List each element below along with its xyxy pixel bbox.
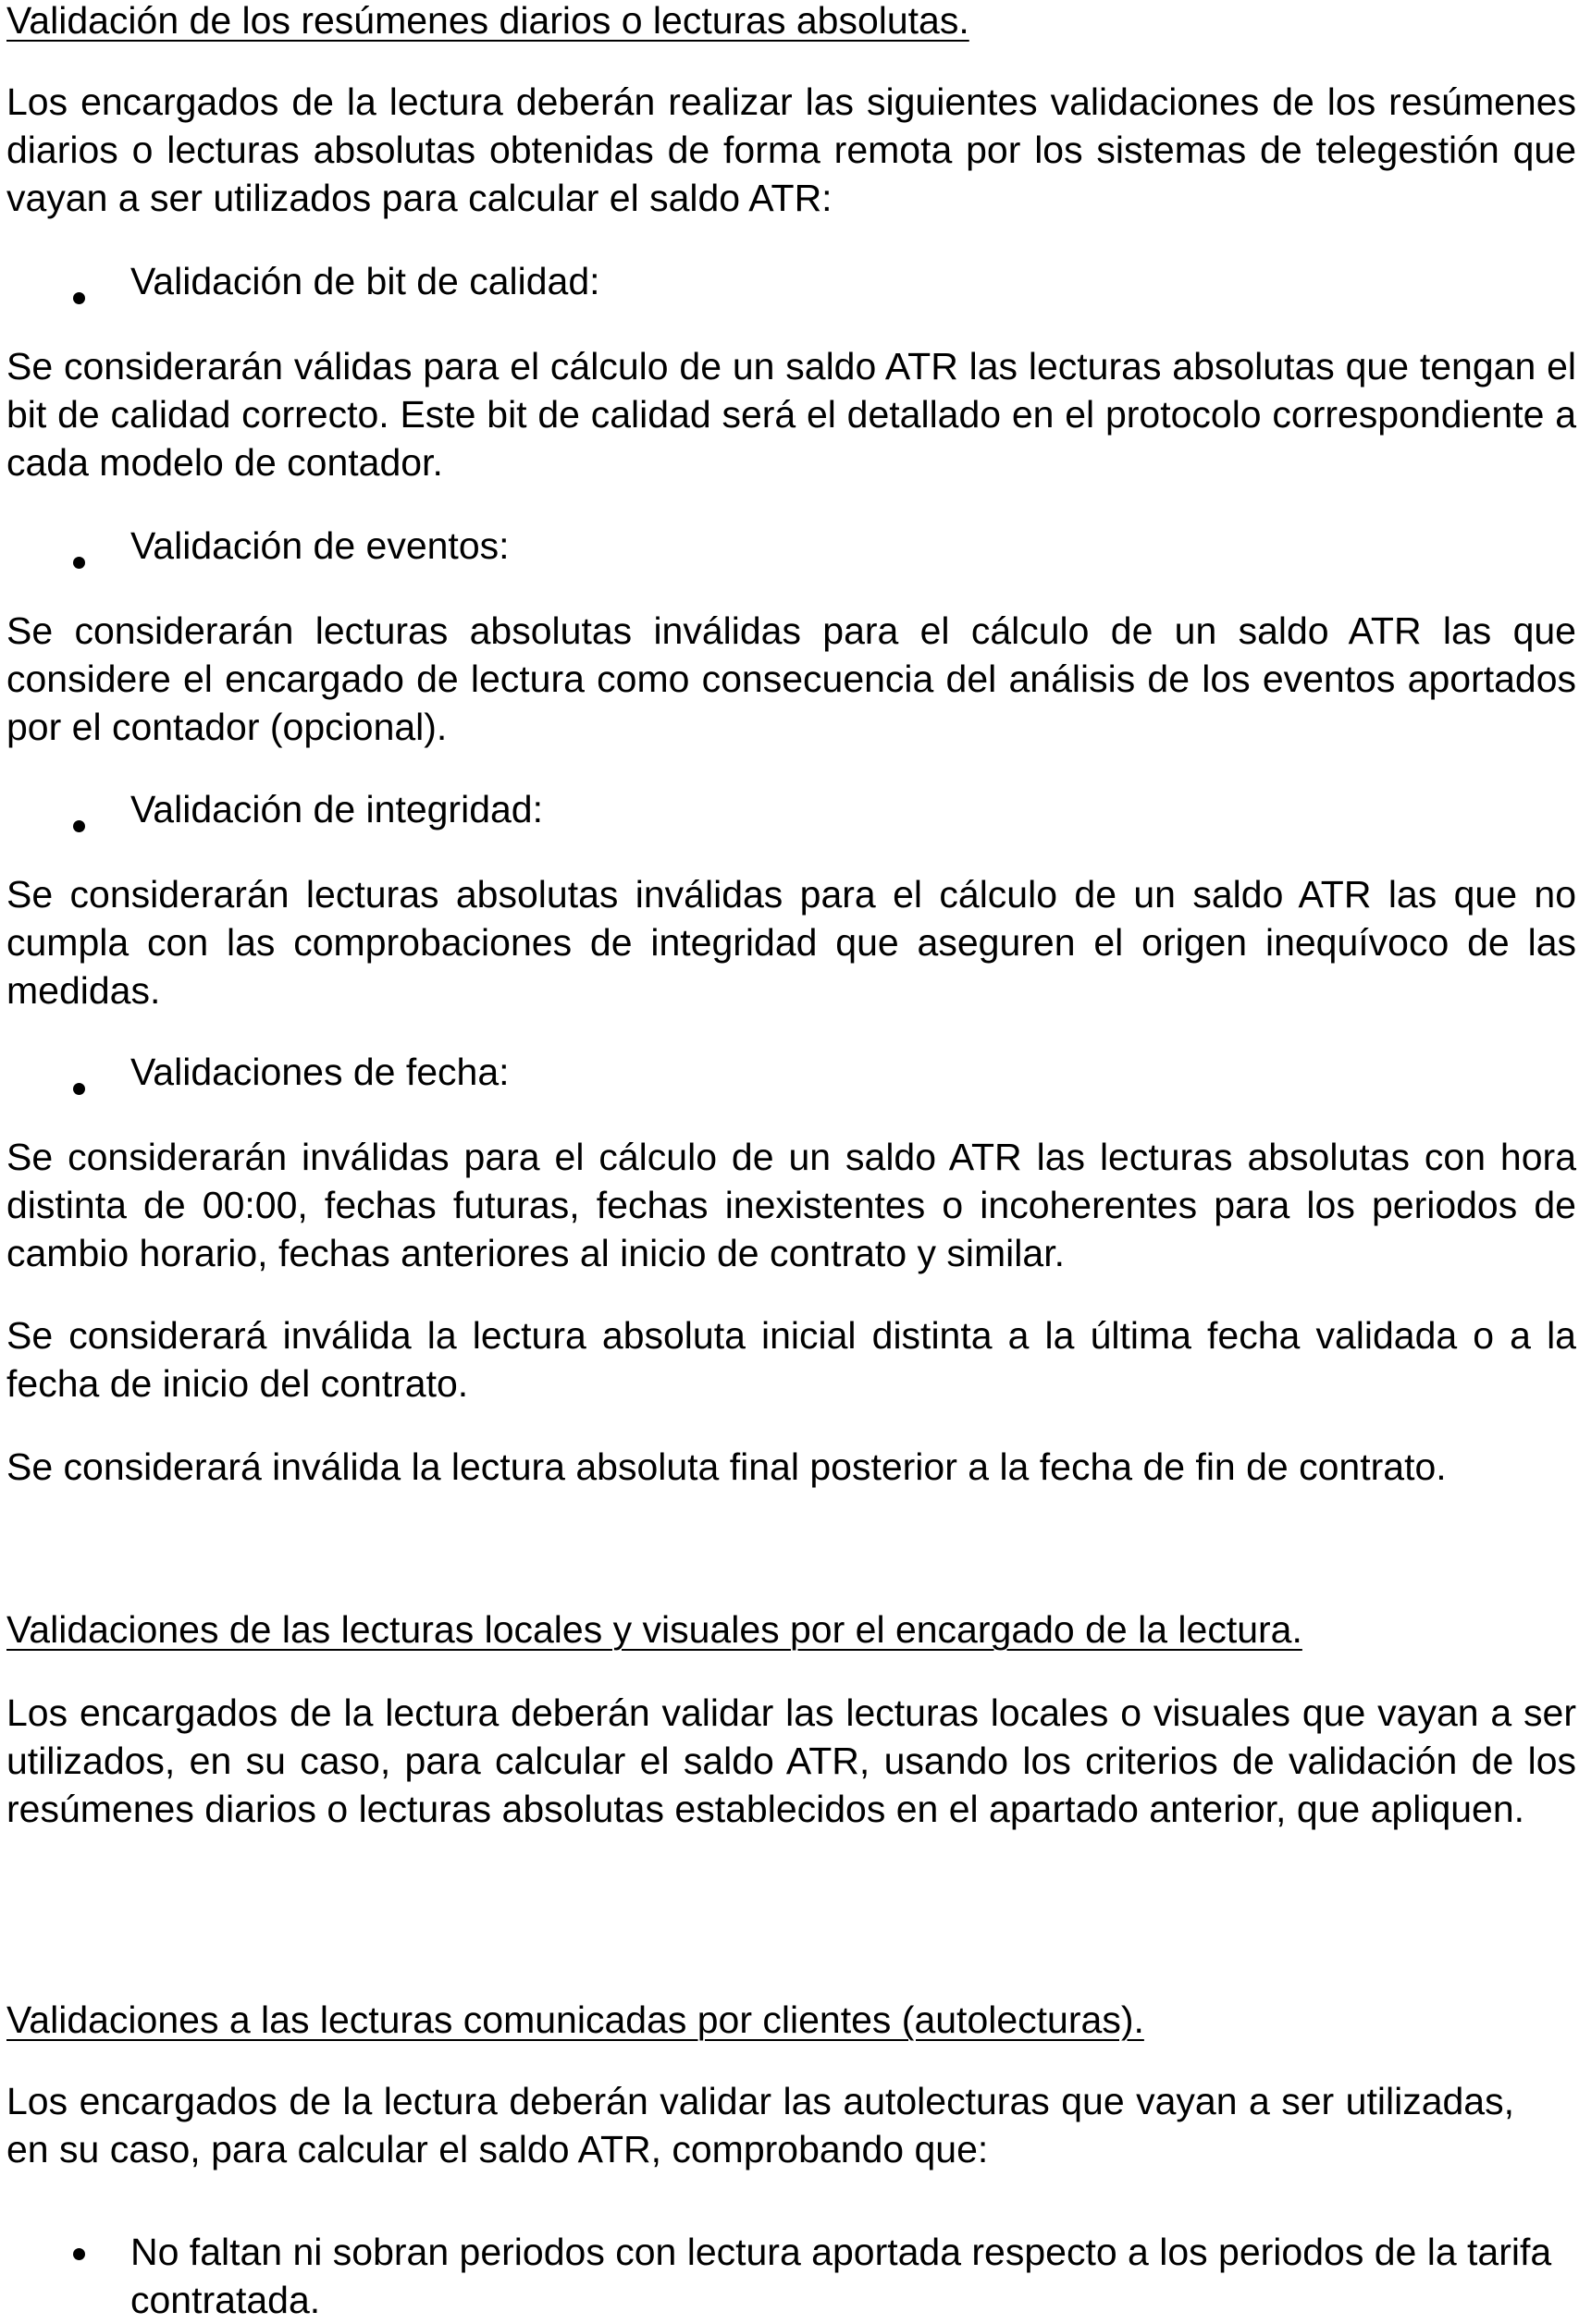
paragraph-integridad — [6, 870, 1576, 1014]
section-3-paragraph — [6, 2077, 1514, 2173]
section-heading: Validaciones de las lecturas locales y visuales por el encargado de la lectura. — [6, 1608, 1302, 1651]
paragraph: Se considerará inválida la lectura absoluta final posterior a la fecha de fin de contrato. — [6, 1445, 1447, 1488]
bullet-icon — [73, 292, 85, 304]
paragraph: Los encargados de la lectura deberán realizar las siguientes validaciones de los resúmenes diarios o lecturas absolutas obtenidas de forma remota por los sistemas de telegestión que vayan a ser utilizados para calcular el saldo ATR: — [6, 80, 1576, 219]
bullet-icon — [73, 557, 85, 569]
bullet-text: No faltan ni sobran periodos con lectura aportada respecto a los periodos de la tarifa contratada. — [130, 2231, 1552, 2321]
bullet-item-integridad — [6, 785, 1576, 833]
paragraph-bit-calidad — [6, 342, 1576, 486]
bullet-item-fecha — [6, 1048, 1576, 1096]
section-heading: Validación de los resúmenes diarios o lecturas absolutas. — [6, 0, 969, 42]
bullet-item-periodos — [6, 2228, 1576, 2324]
paragraph: Los encargados de la lectura deberán validar las lecturas locales o visuales que vayan a ser utilizados, en su caso, para calcular el saldo ATR, usando los criterios de validación de los resúmenes diarios o lecturas absolutas establecidos en el apartado anterior, que apliquen. — [6, 1691, 1576, 1830]
section-3-heading — [6, 1996, 1576, 2044]
paragraph-lectura-inicial — [6, 1311, 1576, 1408]
paragraph: Se considerarán válidas para el cálculo de un saldo ATR las lecturas absolutas que tengan el bit de calidad correcto. Este bit de calidad será el detallado en el protocolo correspondiente a cada modelo de contador. — [6, 345, 1576, 484]
section-1-heading — [6, 0, 1576, 44]
bullet-title: Validación de bit de calidad: — [130, 260, 600, 302]
bullet-icon — [73, 2248, 85, 2260]
bullet-title: Validación de eventos: — [130, 524, 510, 567]
section-heading: Validaciones a las lecturas comunicadas por clientes (autolecturas). — [6, 1998, 1144, 2041]
bullet-item-eventos — [6, 522, 1576, 570]
section-2-paragraph — [6, 1689, 1576, 1833]
paragraph: Se considerarán lecturas absolutas inválidas para el cálculo de un saldo ATR las que considere el encargado de lectura como consecuencia del análisis de los eventos aportados por el contador (opcional). — [6, 609, 1576, 748]
paragraph-lectura-final — [6, 1443, 1576, 1491]
bullet-title: Validación de integridad: — [130, 788, 543, 830]
paragraph: Los encargados de la lectura deberán validar las autolecturas que vayan a ser utilizadas, en su caso, para calcular el saldo ATR, comprobando que: — [6, 2080, 1514, 2170]
bullet-item-bit-calidad — [6, 257, 1576, 305]
bullet-icon — [73, 820, 85, 832]
paragraph-eventos — [6, 607, 1576, 751]
paragraph: Se considerará inválida la lectura absoluta inicial distinta a la última fecha validada o a la fecha de inicio del contrato. — [6, 1314, 1576, 1405]
bullet-title: Validaciones de fecha: — [130, 1051, 510, 1093]
section-2-heading — [6, 1605, 1576, 1654]
paragraph: Se considerarán lecturas absolutas inválidas para el cálculo de un saldo ATR las que no cumpla con las comprobaciones de integridad que aseguren el origen inequívoco de las medidas. — [6, 873, 1576, 1012]
paragraph-fecha — [6, 1133, 1576, 1277]
section-1-intro — [6, 78, 1576, 222]
bullet-icon — [73, 1083, 85, 1095]
paragraph: Se considerarán inválidas para el cálculo de un saldo ATR las lecturas absolutas con hora distinta de 00:00, fechas futuras, fechas inexistentes o incoherentes para los periodos de cambio horario, fechas anteriores al inicio de contrato y similar. — [6, 1136, 1576, 1274]
